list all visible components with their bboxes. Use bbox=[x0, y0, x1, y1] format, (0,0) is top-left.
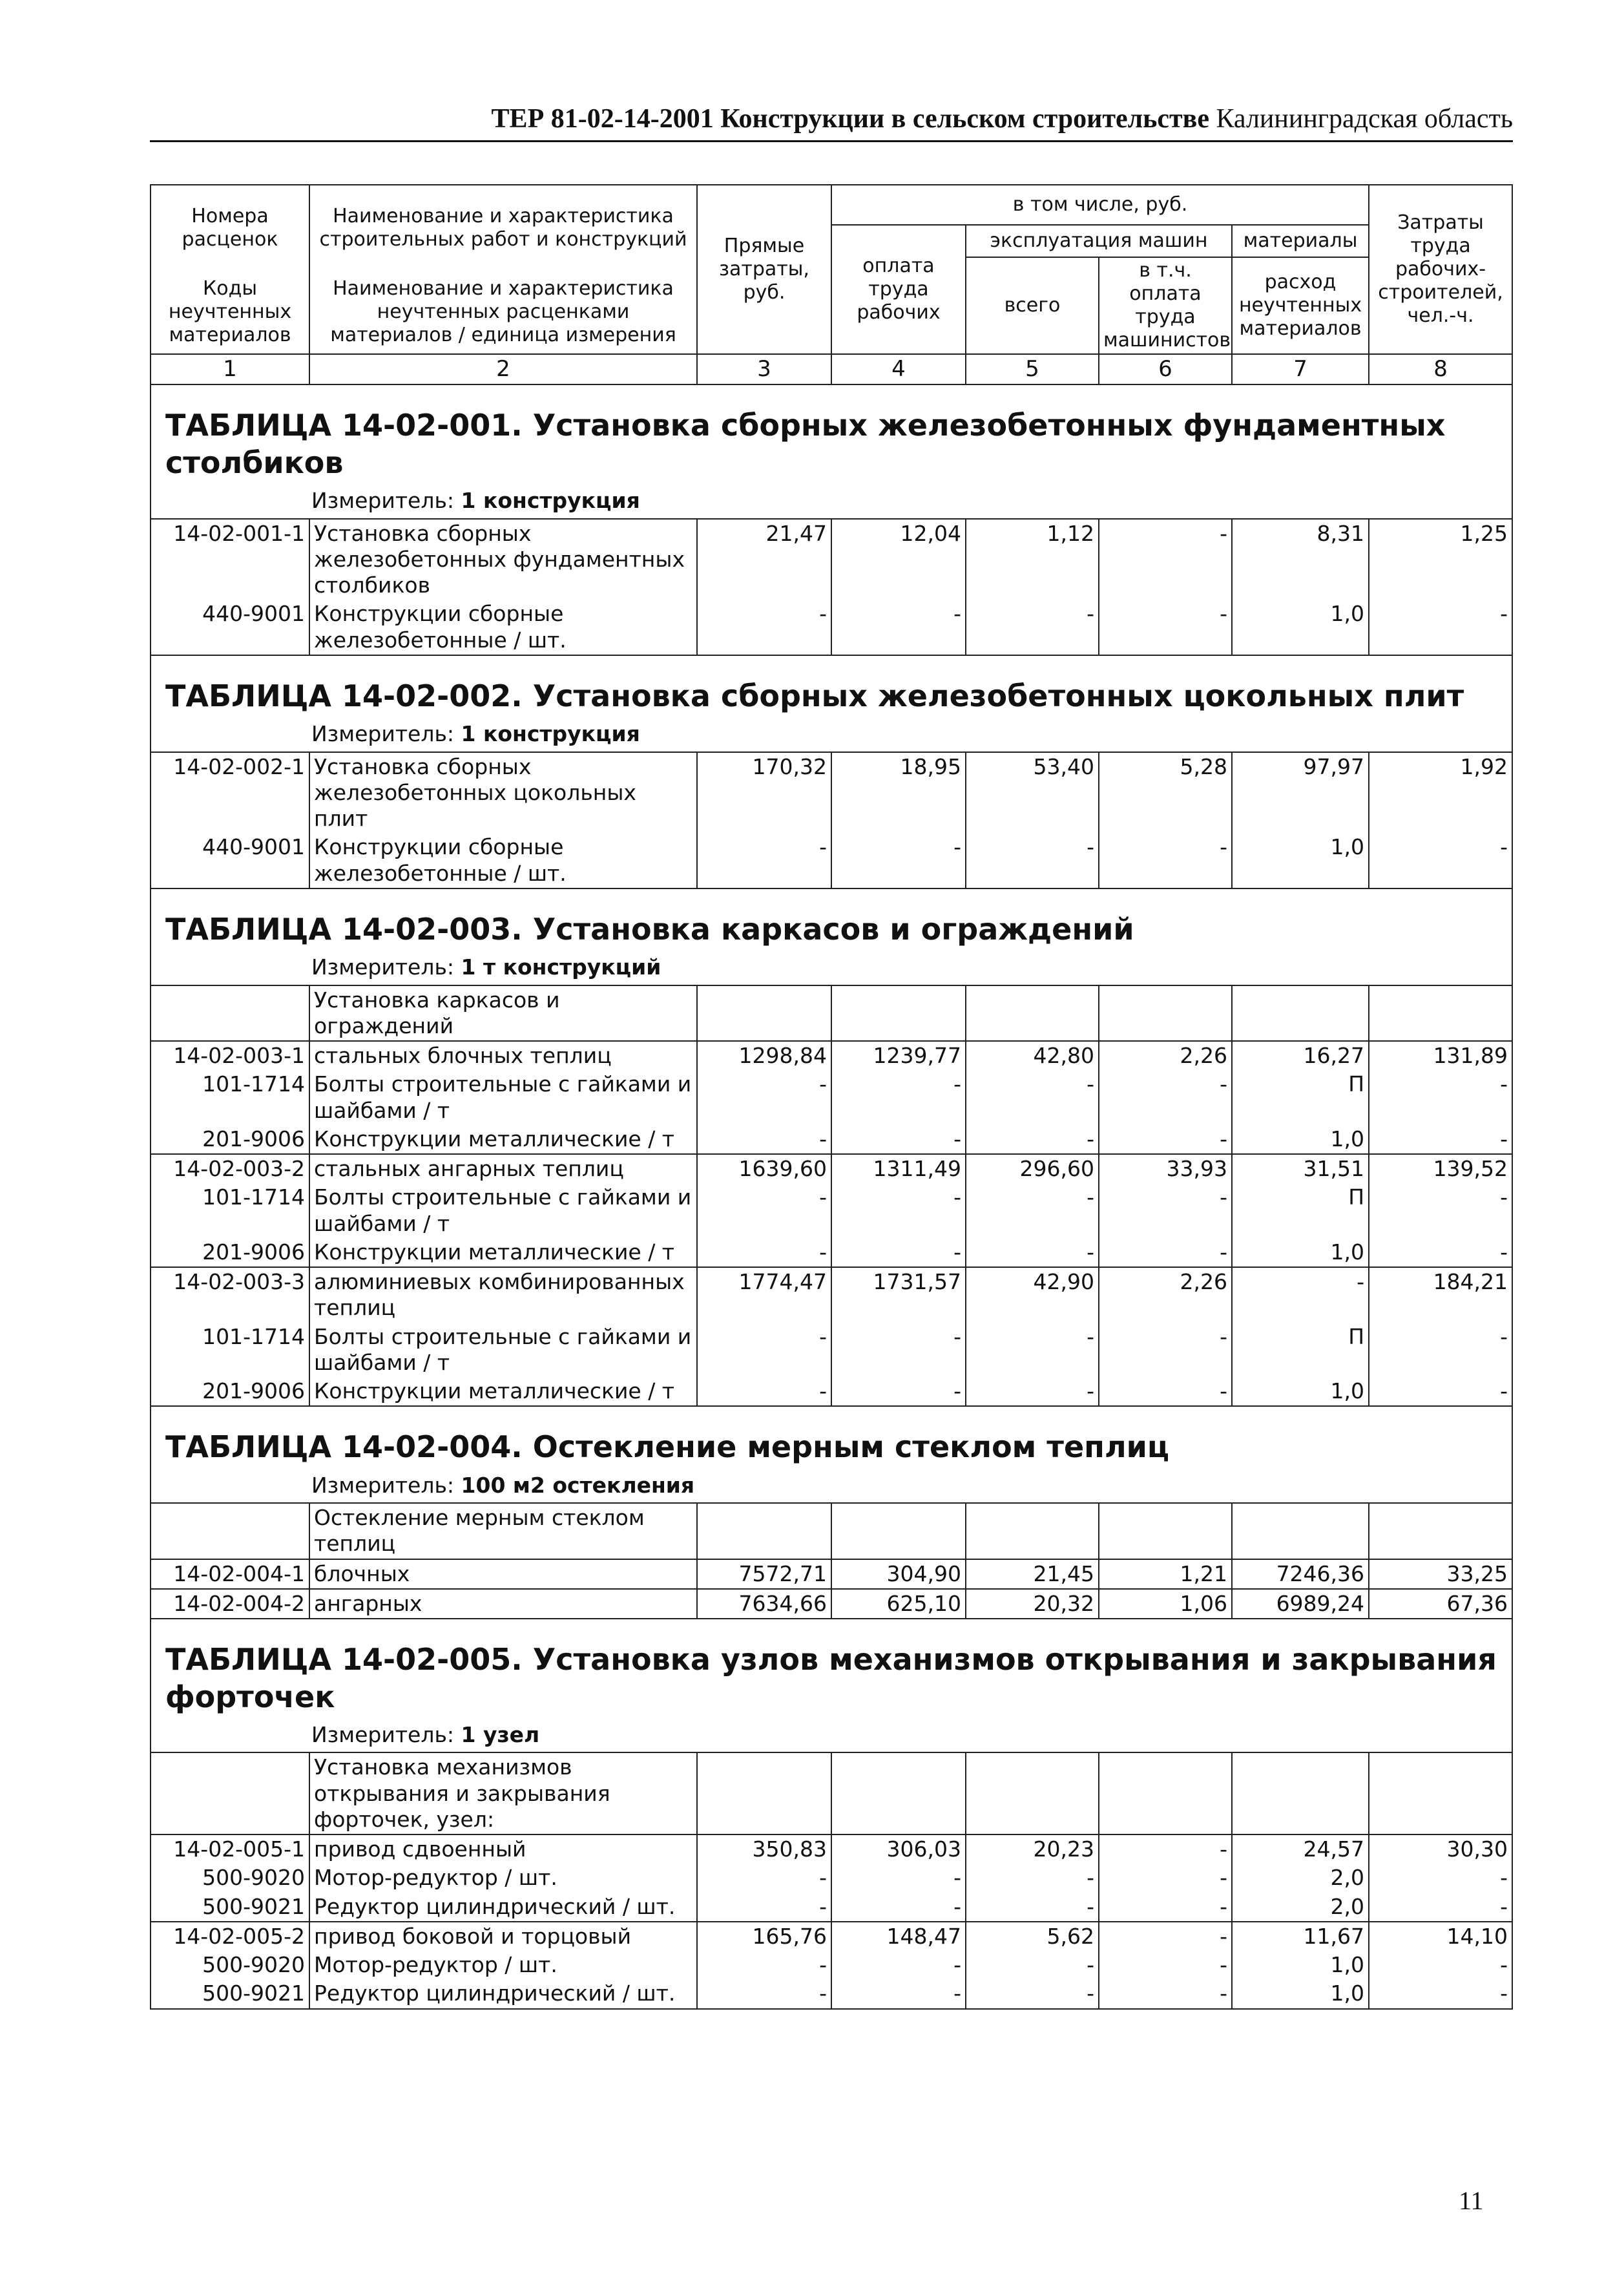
labor-hours: - bbox=[1369, 600, 1512, 655]
col-number: 3 bbox=[697, 354, 831, 384]
row-description: Конструкции металлические / т bbox=[309, 1125, 697, 1154]
machine-costs: 1,12 bbox=[966, 519, 1099, 600]
worker-wages: - bbox=[831, 1893, 966, 1922]
column-numbers-row bbox=[151, 354, 1512, 384]
operator-wages: - bbox=[1099, 1323, 1232, 1378]
table-section-title: ТАБЛИЦА 14-02-002. Установка сборных железобетонных цокольных плит bbox=[151, 655, 1512, 718]
col-number: 7 bbox=[1232, 354, 1369, 384]
machine-costs: 53,40 bbox=[966, 752, 1099, 834]
labor-hours: 131,89 bbox=[1369, 1041, 1512, 1070]
group-title: Установка каркасов и ограждений bbox=[309, 985, 697, 1042]
direct-costs: - bbox=[697, 1323, 831, 1378]
measure-unit bbox=[151, 1718, 1512, 1752]
measure-unit bbox=[151, 1469, 1512, 1503]
measure-value: 1 конструкция bbox=[461, 721, 640, 747]
worker-wages: - bbox=[831, 1377, 966, 1406]
labor-hours: - bbox=[1369, 1070, 1512, 1125]
direct-costs: 1298,84 bbox=[697, 1041, 831, 1070]
labor-hours: 139,52 bbox=[1369, 1154, 1512, 1183]
material-row bbox=[151, 1183, 1512, 1238]
machine-costs: - bbox=[966, 1979, 1099, 2008]
materials-value: - bbox=[1232, 1267, 1369, 1323]
operator-wages: 33,93 bbox=[1099, 1154, 1232, 1183]
labor-hours: - bbox=[1369, 1323, 1512, 1378]
table-section-title-row bbox=[151, 655, 1512, 718]
measure-row bbox=[151, 484, 1512, 518]
machine-costs: 20,23 bbox=[966, 1834, 1099, 1864]
measure-label: Измеритель: bbox=[311, 954, 455, 980]
labor-hours: - bbox=[1369, 1951, 1512, 1979]
measure-row bbox=[151, 951, 1512, 985]
measure-value: 1 узел bbox=[461, 1722, 540, 1748]
materials-value: 1,0 bbox=[1232, 1951, 1369, 1979]
page-number: 11 bbox=[1459, 2186, 1484, 2215]
direct-costs: 350,83 bbox=[697, 1834, 831, 1864]
material-row bbox=[151, 1323, 1512, 1378]
group-empty-cell bbox=[831, 1503, 966, 1559]
operator-wages: - bbox=[1099, 1125, 1232, 1154]
row-code: 201-9006 bbox=[151, 1125, 309, 1154]
group-empty-cell bbox=[1232, 985, 1369, 1042]
operator-wages: - bbox=[1099, 600, 1232, 655]
labor-hours: - bbox=[1369, 1979, 1512, 2008]
row-description: Мотор-редуктор / шт. bbox=[309, 1864, 697, 1892]
machine-costs: - bbox=[966, 833, 1099, 888]
materials-value: 24,57 bbox=[1232, 1834, 1369, 1864]
worker-wages: 12,04 bbox=[831, 519, 966, 600]
measure-unit bbox=[151, 951, 1512, 985]
materials-value: П bbox=[1232, 1070, 1369, 1125]
row-description: привод сдвоенный bbox=[309, 1834, 697, 1864]
row-description: Конструкции сборные железобетонные / шт. bbox=[309, 833, 697, 888]
table-section-title: ТАБЛИЦА 14-02-004. Остекление мерным стеклом теплиц bbox=[151, 1406, 1512, 1469]
machine-costs: - bbox=[966, 1183, 1099, 1238]
labor-hours: 1,92 bbox=[1369, 752, 1512, 834]
row-code: 14-02-003-2 bbox=[151, 1154, 309, 1183]
row-description: Редуктор цилиндрический / шт. bbox=[309, 1893, 697, 1922]
row-description: Конструкции металлические / т bbox=[309, 1377, 697, 1406]
row-code: 14-02-005-1 bbox=[151, 1834, 309, 1864]
worker-wages: - bbox=[831, 1323, 966, 1378]
machine-costs: - bbox=[966, 1951, 1099, 1979]
labor-hours: - bbox=[1369, 1377, 1512, 1406]
worker-wages: - bbox=[831, 1070, 966, 1125]
labor-hours: 67,36 bbox=[1369, 1589, 1512, 1619]
worker-wages: - bbox=[831, 1979, 966, 2008]
machine-costs: - bbox=[966, 1377, 1099, 1406]
row-code: 500-9021 bbox=[151, 1979, 309, 2008]
direct-costs: - bbox=[697, 1183, 831, 1238]
material-row bbox=[151, 1070, 1512, 1125]
machine-costs: - bbox=[966, 1893, 1099, 1922]
measure-unit bbox=[151, 717, 1512, 752]
col-number: 4 bbox=[831, 354, 966, 384]
group-empty-cell bbox=[966, 1503, 1099, 1559]
direct-costs: 7572,71 bbox=[697, 1559, 831, 1589]
group-empty-cell bbox=[697, 1752, 831, 1834]
labor-hours: 184,21 bbox=[1369, 1267, 1512, 1323]
col-header-operators-wages: в т.ч. оплата труда машинистов bbox=[1099, 257, 1232, 354]
row-description: Болты строительные с гайками и шайбами / т bbox=[309, 1070, 697, 1125]
running-header bbox=[150, 103, 1513, 134]
material-row bbox=[151, 1377, 1512, 1406]
operator-wages: - bbox=[1099, 833, 1232, 888]
group-row bbox=[151, 1752, 1512, 1834]
rate-row bbox=[151, 1589, 1512, 1619]
machine-costs: - bbox=[966, 1238, 1099, 1267]
worker-wages: - bbox=[831, 1238, 966, 1267]
col-header-material-codes: Коды неучтенных материалов bbox=[151, 270, 309, 354]
col-header-machines: эксплуатация машин bbox=[966, 225, 1232, 257]
worker-wages: 304,90 bbox=[831, 1559, 966, 1589]
materials-value: 16,27 bbox=[1232, 1041, 1369, 1070]
group-empty-cell bbox=[966, 1752, 1099, 1834]
worker-wages: - bbox=[831, 1183, 966, 1238]
row-code: 14-02-003-1 bbox=[151, 1041, 309, 1070]
materials-value: П bbox=[1232, 1323, 1369, 1378]
group-empty-cell bbox=[1232, 1752, 1369, 1834]
group-code-cell bbox=[151, 1503, 309, 1559]
header-rule bbox=[150, 140, 1513, 142]
group-code-cell bbox=[151, 985, 309, 1042]
group-title: Установка механизмов открывания и закрывания форточек, узел: bbox=[309, 1752, 697, 1834]
rate-row bbox=[151, 1922, 1512, 1951]
machine-costs: 20,32 bbox=[966, 1589, 1099, 1619]
machine-costs: - bbox=[966, 1070, 1099, 1125]
col-header-materials: материалы bbox=[1232, 225, 1369, 257]
row-code: 14-02-004-2 bbox=[151, 1589, 309, 1619]
operator-wages: - bbox=[1099, 1238, 1232, 1267]
row-description: Болты строительные с гайками и шайбами / т bbox=[309, 1323, 697, 1378]
operator-wages: 5,28 bbox=[1099, 752, 1232, 834]
col-number: 2 bbox=[309, 354, 697, 384]
materials-value: 8,31 bbox=[1232, 519, 1369, 600]
direct-costs: - bbox=[697, 1979, 831, 2008]
group-empty-cell bbox=[1099, 1752, 1232, 1834]
materials-value: 1,0 bbox=[1232, 1979, 1369, 2008]
row-description: Болты строительные с гайками и шайбами / т bbox=[309, 1183, 697, 1238]
group-empty-cell bbox=[697, 1503, 831, 1559]
table-section-title: ТАБЛИЦА 14-02-005. Установка узлов механизмов открывания и закрывания форточек bbox=[151, 1619, 1512, 1718]
machine-costs: - bbox=[966, 1125, 1099, 1154]
row-code: 14-02-005-2 bbox=[151, 1922, 309, 1951]
col-header-wages: оплата труда рабочих bbox=[831, 225, 966, 354]
labor-hours: - bbox=[1369, 1183, 1512, 1238]
worker-wages: 148,47 bbox=[831, 1922, 966, 1951]
machine-costs: 21,45 bbox=[966, 1559, 1099, 1589]
materials-value: 11,67 bbox=[1232, 1922, 1369, 1951]
col-header-works: Наименование и характеристика строительных работ и конструкций bbox=[309, 185, 697, 270]
table-section-title-row bbox=[151, 1619, 1512, 1718]
material-row bbox=[151, 1951, 1512, 1979]
rate-row bbox=[151, 1559, 1512, 1589]
labor-hours: 14,10 bbox=[1369, 1922, 1512, 1951]
operator-wages: - bbox=[1099, 1183, 1232, 1238]
labor-hours: - bbox=[1369, 833, 1512, 888]
measure-value: 1 т конструкций bbox=[461, 954, 661, 980]
material-row bbox=[151, 1125, 1512, 1154]
direct-costs: 170,32 bbox=[697, 752, 831, 834]
operator-wages: - bbox=[1099, 1893, 1232, 1922]
direct-costs: - bbox=[697, 1125, 831, 1154]
machine-costs: 296,60 bbox=[966, 1154, 1099, 1183]
worker-wages: - bbox=[831, 833, 966, 888]
row-code: 101-1714 bbox=[151, 1070, 309, 1125]
materials-value: 1,0 bbox=[1232, 1125, 1369, 1154]
measure-label: Измеритель: bbox=[311, 488, 455, 514]
direct-costs: - bbox=[697, 1070, 831, 1125]
row-description: Мотор-редуктор / шт. bbox=[309, 1951, 697, 1979]
labor-hours: - bbox=[1369, 1238, 1512, 1267]
row-description: Установка сборных железобетонных фундаментных столбиков bbox=[309, 519, 697, 600]
group-empty-cell bbox=[966, 985, 1099, 1042]
materials-value: 1,0 bbox=[1232, 833, 1369, 888]
machine-costs: 5,62 bbox=[966, 1922, 1099, 1951]
header-region: Калининградская область bbox=[1216, 104, 1513, 134]
operator-wages: - bbox=[1099, 1979, 1232, 2008]
row-code: 500-9021 bbox=[151, 1893, 309, 1922]
operator-wages: - bbox=[1099, 1070, 1232, 1125]
direct-costs: 1774,47 bbox=[697, 1267, 831, 1323]
labor-hours: 30,30 bbox=[1369, 1834, 1512, 1864]
row-description: Конструкции металлические / т bbox=[309, 1238, 697, 1267]
materials-value: 6989,24 bbox=[1232, 1589, 1369, 1619]
direct-costs: - bbox=[697, 1864, 831, 1892]
worker-wages: 306,03 bbox=[831, 1834, 966, 1864]
col-header-materials-use: расход неучтенных материалов bbox=[1232, 257, 1369, 354]
row-code: 14-02-004-1 bbox=[151, 1559, 309, 1589]
measure-label: Измеритель: bbox=[311, 1722, 455, 1748]
col-number: 6 bbox=[1099, 354, 1232, 384]
material-row bbox=[151, 1864, 1512, 1892]
machine-costs: - bbox=[966, 1323, 1099, 1378]
worker-wages: 18,95 bbox=[831, 752, 966, 834]
worker-wages: 1311,49 bbox=[831, 1154, 966, 1183]
row-code: 101-1714 bbox=[151, 1183, 309, 1238]
worker-wages: - bbox=[831, 1125, 966, 1154]
row-description: стальных ангарных теплиц bbox=[309, 1154, 697, 1183]
group-empty-cell bbox=[1369, 1752, 1512, 1834]
material-row bbox=[151, 1238, 1512, 1267]
operator-wages: - bbox=[1099, 1951, 1232, 1979]
direct-costs: - bbox=[697, 833, 831, 888]
direct-costs: 7634,66 bbox=[697, 1589, 831, 1619]
measure-label: Измеритель: bbox=[311, 721, 455, 747]
worker-wages: 625,10 bbox=[831, 1589, 966, 1619]
row-code: 14-02-001-1 bbox=[151, 519, 309, 600]
row-code: 201-9006 bbox=[151, 1238, 309, 1267]
machine-costs: - bbox=[966, 600, 1099, 655]
materials-value: 1,0 bbox=[1232, 1377, 1369, 1406]
rate-row bbox=[151, 1267, 1512, 1323]
measure-label: Измеритель: bbox=[311, 1472, 455, 1498]
materials-value: 1,0 bbox=[1232, 1238, 1369, 1267]
measure-row bbox=[151, 717, 1512, 752]
col-number: 5 bbox=[966, 354, 1099, 384]
group-empty-cell bbox=[1099, 1503, 1232, 1559]
materials-value: 7246,36 bbox=[1232, 1559, 1369, 1589]
row-code: 14-02-003-3 bbox=[151, 1267, 309, 1323]
table-section-title: ТАБЛИЦА 14-02-003. Установка каркасов и ограждений bbox=[151, 888, 1512, 951]
labor-hours: 33,25 bbox=[1369, 1559, 1512, 1589]
operator-wages: - bbox=[1099, 1922, 1232, 1951]
rates-table bbox=[150, 184, 1513, 2010]
group-empty-cell bbox=[1369, 985, 1512, 1042]
col-header-machines-total: всего bbox=[966, 257, 1099, 354]
group-empty-cell bbox=[831, 985, 966, 1042]
materials-value: 1,0 bbox=[1232, 600, 1369, 655]
col-header-material-names: Наименование и характеристика неучтенных расценками материалов / единица измерения bbox=[309, 270, 697, 354]
material-row bbox=[151, 833, 1512, 888]
row-description: Установка сборных железобетонных цокольных плит bbox=[309, 752, 697, 834]
row-code: 201-9006 bbox=[151, 1377, 309, 1406]
direct-costs: - bbox=[697, 1377, 831, 1406]
col-header-labor: Затраты труда рабочих-строителей, чел.-ч. bbox=[1369, 185, 1512, 354]
operator-wages: - bbox=[1099, 1377, 1232, 1406]
operator-wages: 1,06 bbox=[1099, 1589, 1232, 1619]
row-description: блочных bbox=[309, 1559, 697, 1589]
group-title: Остекление мерным стеклом теплиц bbox=[309, 1503, 697, 1559]
col-header-rates: Номера расценок bbox=[151, 185, 309, 270]
table-section-title-row bbox=[151, 1406, 1512, 1469]
labor-hours: - bbox=[1369, 1893, 1512, 1922]
labor-hours: - bbox=[1369, 1125, 1512, 1154]
direct-costs: - bbox=[697, 600, 831, 655]
col-header-direct-costs: Прямые затраты, руб. bbox=[697, 185, 831, 354]
operator-wages: 2,26 bbox=[1099, 1041, 1232, 1070]
rate-row bbox=[151, 1154, 1512, 1183]
materials-value: 97,97 bbox=[1232, 752, 1369, 834]
measure-row bbox=[151, 1718, 1512, 1752]
labor-hours: - bbox=[1369, 1864, 1512, 1892]
group-row bbox=[151, 985, 1512, 1042]
worker-wages: 1731,57 bbox=[831, 1267, 966, 1323]
measure-value: 100 м2 остекления bbox=[461, 1472, 695, 1498]
direct-costs: - bbox=[697, 1238, 831, 1267]
worker-wages: - bbox=[831, 1951, 966, 1979]
direct-costs: 165,76 bbox=[697, 1922, 831, 1951]
row-code: 500-9020 bbox=[151, 1951, 309, 1979]
operator-wages: - bbox=[1099, 519, 1232, 600]
labor-hours: 1,25 bbox=[1369, 519, 1512, 600]
material-row bbox=[151, 1979, 1512, 2008]
rate-row bbox=[151, 1834, 1512, 1864]
materials-value: 2,0 bbox=[1232, 1893, 1369, 1922]
col-header-incl: в том числе, руб. bbox=[831, 185, 1369, 225]
row-description: алюминиевых комбинированных теплиц bbox=[309, 1267, 697, 1323]
worker-wages: - bbox=[831, 1864, 966, 1892]
materials-value: 31,51 bbox=[1232, 1154, 1369, 1183]
operator-wages: - bbox=[1099, 1834, 1232, 1864]
materials-value: П bbox=[1232, 1183, 1369, 1238]
rate-row bbox=[151, 519, 1512, 600]
direct-costs: - bbox=[697, 1893, 831, 1922]
row-code: 440-9001 bbox=[151, 600, 309, 655]
material-row bbox=[151, 600, 1512, 655]
direct-costs: 21,47 bbox=[697, 519, 831, 600]
operator-wages: - bbox=[1099, 1864, 1232, 1892]
machine-costs: - bbox=[966, 1864, 1099, 1892]
worker-wages: 1239,77 bbox=[831, 1041, 966, 1070]
direct-costs: 1639,60 bbox=[697, 1154, 831, 1183]
row-description: привод боковой и торцовый bbox=[309, 1922, 697, 1951]
worker-wages: - bbox=[831, 600, 966, 655]
col-number: 1 bbox=[151, 354, 309, 384]
row-code: 500-9020 bbox=[151, 1864, 309, 1892]
table-section-title-row bbox=[151, 888, 1512, 951]
group-empty-cell bbox=[1232, 1503, 1369, 1559]
machine-costs: 42,80 bbox=[966, 1041, 1099, 1070]
materials-value: 2,0 bbox=[1232, 1864, 1369, 1892]
col-number: 8 bbox=[1369, 354, 1512, 384]
measure-row bbox=[151, 1469, 1512, 1503]
rate-row bbox=[151, 752, 1512, 834]
group-empty-cell bbox=[1099, 985, 1232, 1042]
row-description: ангарных bbox=[309, 1589, 697, 1619]
row-description: стальных блочных теплиц bbox=[309, 1041, 697, 1070]
table-section-title-row bbox=[151, 384, 1512, 484]
measure-value: 1 конструкция bbox=[461, 488, 640, 514]
row-description: Редуктор цилиндрический / шт. bbox=[309, 1979, 697, 2008]
rate-row bbox=[151, 1041, 1512, 1070]
group-row bbox=[151, 1503, 1512, 1559]
group-empty-cell bbox=[1369, 1503, 1512, 1559]
measure-unit bbox=[151, 484, 1512, 518]
header-title: ТЕР 81-02-14-2001 Конструкции в сельском строительстве bbox=[491, 104, 1209, 134]
group-code-cell bbox=[151, 1752, 309, 1834]
group-empty-cell bbox=[831, 1752, 966, 1834]
machine-costs: 42,90 bbox=[966, 1267, 1099, 1323]
row-code: 440-9001 bbox=[151, 833, 309, 888]
direct-costs: - bbox=[697, 1951, 831, 1979]
row-code: 101-1714 bbox=[151, 1323, 309, 1378]
operator-wages: 2,26 bbox=[1099, 1267, 1232, 1323]
row-code: 14-02-002-1 bbox=[151, 752, 309, 834]
material-row bbox=[151, 1893, 1512, 1922]
row-description: Конструкции сборные железобетонные / шт. bbox=[309, 600, 697, 655]
table-section-title: ТАБЛИЦА 14-02-001. Установка сборных железобетонных фундаментных столбиков bbox=[151, 384, 1512, 484]
operator-wages: 1,21 bbox=[1099, 1559, 1232, 1589]
group-empty-cell bbox=[697, 985, 831, 1042]
